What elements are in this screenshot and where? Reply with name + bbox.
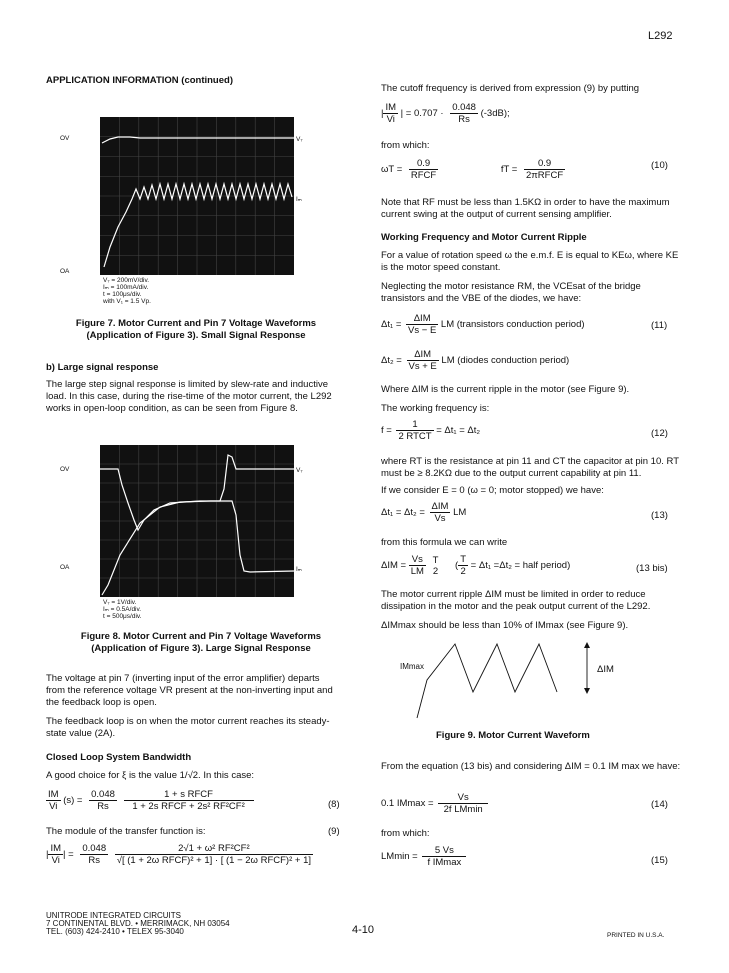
page-number: 4-10	[352, 924, 375, 936]
ripple-10-paragraph: ΔIMmax should be less than 10% of IMmax (see Figure 9).	[381, 620, 629, 631]
cutoff-equation: | $\frac{IM}{Vi}$ | = 0.707 · $\frac{0.048}{Rs}$ (-3dB);	[381, 102, 510, 125]
equation-9-number: (9)	[328, 826, 340, 837]
fig7-ov-label: OV	[60, 135, 70, 142]
fig8-scale-2: Iₘ = 0.5A/div.	[103, 606, 142, 613]
equation-8-number: (8)	[328, 799, 340, 810]
fig8-scale-3: t = 500μs/div.	[103, 613, 142, 620]
from-which-1: from which:	[381, 140, 430, 151]
fig7-oa-label: OA	[60, 268, 70, 275]
equation-13-number: (13)	[651, 510, 668, 521]
equation-15-number: (15)	[651, 855, 668, 866]
from-which-2: from which:	[381, 828, 430, 839]
fig8-oa-label: OA	[60, 564, 70, 571]
fig7-caption-line2: (Application of Figure 3). Small Signal Response	[86, 330, 306, 341]
equation-13: Δt₁ = Δt₂ = $\frac{\text{ΔIM}}{Vs}$ LM	[381, 501, 467, 524]
working-frequency-paragraph: For a value of rotation speed ω the e.m.f. E is equal to KEω, where KE is the motor speed constant.	[381, 250, 679, 273]
fig7-scale-1: V₇ = 200mV/div.	[103, 277, 150, 284]
fig8-v7-label: V₇	[296, 467, 303, 474]
footer-address	[46, 912, 230, 936]
fig8-oscilloscope-trace	[100, 445, 294, 597]
equation-14-number: (14)	[651, 799, 668, 810]
closed-loop-title: Closed Loop System Bandwidth	[46, 752, 192, 763]
formula-text: from this formula we can write	[381, 537, 508, 548]
large-signal-paragraph: The large step signal response is limited by slew-rate and inductive load. In this case, during the rise-time of the motor current, the L292 works in open-loop condition, as can be seen from Figure 8.	[46, 379, 332, 414]
equation-12: f = $\frac{1}{\text{2 RTCT}}$ = Δt₁ = Δt₂	[381, 419, 481, 442]
printed-in: PRINTED IN U.S.A.	[607, 932, 665, 939]
fig8-im-label: Iₘ	[296, 566, 302, 573]
fig8-caption-line1: Figure 8. Motor Current and Pin 7 Voltage Waveforms	[80, 631, 322, 642]
fig7-scale-4: with V₁ = 1.5 Vp.	[103, 298, 151, 305]
equation-11: Δt₁ = $\frac{\text{ΔIM}}{Vs - E}$ LM (transistors conduction period)	[381, 313, 585, 336]
footer-line1: UNITRODE INTEGRATED CIRCUITS	[46, 911, 181, 920]
equation-9: | $\frac{IM}{Vi}$ | = $\frac{0.048}{Rs}$ $\frac{\text{2√1 + ω² RF²CF²}}{\text{√[ (1 + 2ω RFCF)² + 1] · [ (1 − 2ω RFCF)² + 1]}}$	[46, 843, 311, 866]
note-rf: Note that RF must be less than 1.5KΩ in order to have the maximum current swing at the output of current sensing amplifier.	[381, 197, 670, 220]
equation-15: LMmin = $\frac{5 Vs}{\text{f IMmax}}$	[381, 845, 466, 868]
fig7-caption-line1: Figure 7. Motor Current and Pin 7 Voltage Waveforms	[75, 318, 317, 329]
equation-12-number: (12)	[651, 428, 668, 439]
module-text: The module of the transfer function is:	[46, 826, 206, 837]
fig9-caption: Figure 9. Motor Current Waveform	[436, 730, 590, 741]
footer-line2: 7 CONTINENTAL BLVD. • MERRIMACK, NH 03054	[46, 919, 230, 928]
fig7-v7-label: V₇	[296, 136, 303, 143]
fig9-waveform	[415, 640, 615, 720]
equation-13-bis: ΔIM = $\frac{Vs}{LM}$ T 2 ( $\frac{T}{2}$ = Δt₁ =Δt₂ = half period)	[381, 554, 571, 577]
fig7-im-label: Iₘ	[296, 196, 302, 203]
neglect-paragraph: Neglecting the motor resistance RM, the VCEsat of the bridge transistors and the VBE of the diodes, we have:	[381, 281, 641, 304]
large-signal-title: b) Large signal response	[46, 362, 159, 373]
equation-11-number: (11)	[651, 320, 668, 331]
fig9-imax-label: IMmax	[400, 662, 424, 671]
equation-dt2: Δt₂ = $\frac{\text{ΔIM}}{Vs + E}$ LM (diodes conduction period)	[381, 349, 570, 372]
fig7-scale-2: Iₘ = 100mA/div.	[103, 284, 149, 291]
ripple-text: Where ΔIM is the current ripple in the motor (see Figure 9).	[381, 384, 630, 395]
fig7-oscilloscope-trace	[100, 117, 294, 275]
from-equation-paragraph: From the equation (13 bis) and considering ΔIM = 0.1 IM max we have:	[381, 761, 681, 772]
fig8-scale-1: V₇ = 1V/div.	[103, 599, 137, 606]
feedback-paragraph: The feedback loop is on when the motor current reaches its steady-state value (2A).	[46, 716, 330, 739]
working-frequency-title: Working Frequency and Motor Current Ripple	[381, 232, 587, 243]
equation-10-number: (10)	[651, 160, 668, 171]
fig8-caption-line2: (Application of Figure 3). Large Signal Response	[91, 643, 311, 654]
fig7-scale-3: t = 100μs/div.	[103, 291, 142, 298]
section-title: APPLICATION INFORMATION (continued)	[46, 75, 233, 86]
fig9-delta-im-label: ΔIM	[597, 664, 614, 675]
part-number: L292	[648, 30, 673, 42]
footer-line3: TEL. (603) 424-2410 • TELEX 95-3040	[46, 927, 184, 936]
fig8-ov-label: OV	[60, 466, 70, 473]
working-frequency-is: The working frequency is:	[381, 403, 490, 414]
pin7-paragraph: The voltage at pin 7 (inverting input of the error amplifier) departs from the reference voltage VR present at the non-inverting input and the feedback loop is open.	[46, 673, 333, 708]
equation-13-bis-number: (13 bis)	[636, 563, 668, 574]
equation-14: 0.1 IMmax = $\frac{Vs}{\text{2f LMmin}}$	[381, 792, 488, 815]
rt-paragraph: where RT is the resistance at pin 11 and CT the capacitor at pin 10. RT must be ≥ 8.2KΩ due to the output current capability at pin 11.	[381, 456, 679, 479]
cutoff-text: The cutoff frequency is derived from expression (9) by putting	[381, 83, 640, 94]
e0-paragraph: If we consider E = 0 (ω = 0; motor stopped) we have:	[381, 485, 604, 496]
equation-8: $\frac{IM}{Vi}$ (s) = $\frac{0.048}{Rs}$ $\frac{\text{1 + s RFCF}}{\text{1 + 2s RFCF + 2s² RF²CF²}}$	[46, 789, 254, 812]
ripple-limit-paragraph: The motor current ripple ΔIM must be limited in order to reduce dissipation in the motor and the peak output current of the L292.	[381, 589, 651, 612]
closed-loop-paragraph: A good choice for ξ is the value 1/√2. In this case:	[46, 770, 255, 781]
equation-10: ωT = $\frac{0.9}{\text{RFCF}}$ fT = $\frac{0.9}{\text{2πRFCF}}$	[381, 158, 564, 181]
